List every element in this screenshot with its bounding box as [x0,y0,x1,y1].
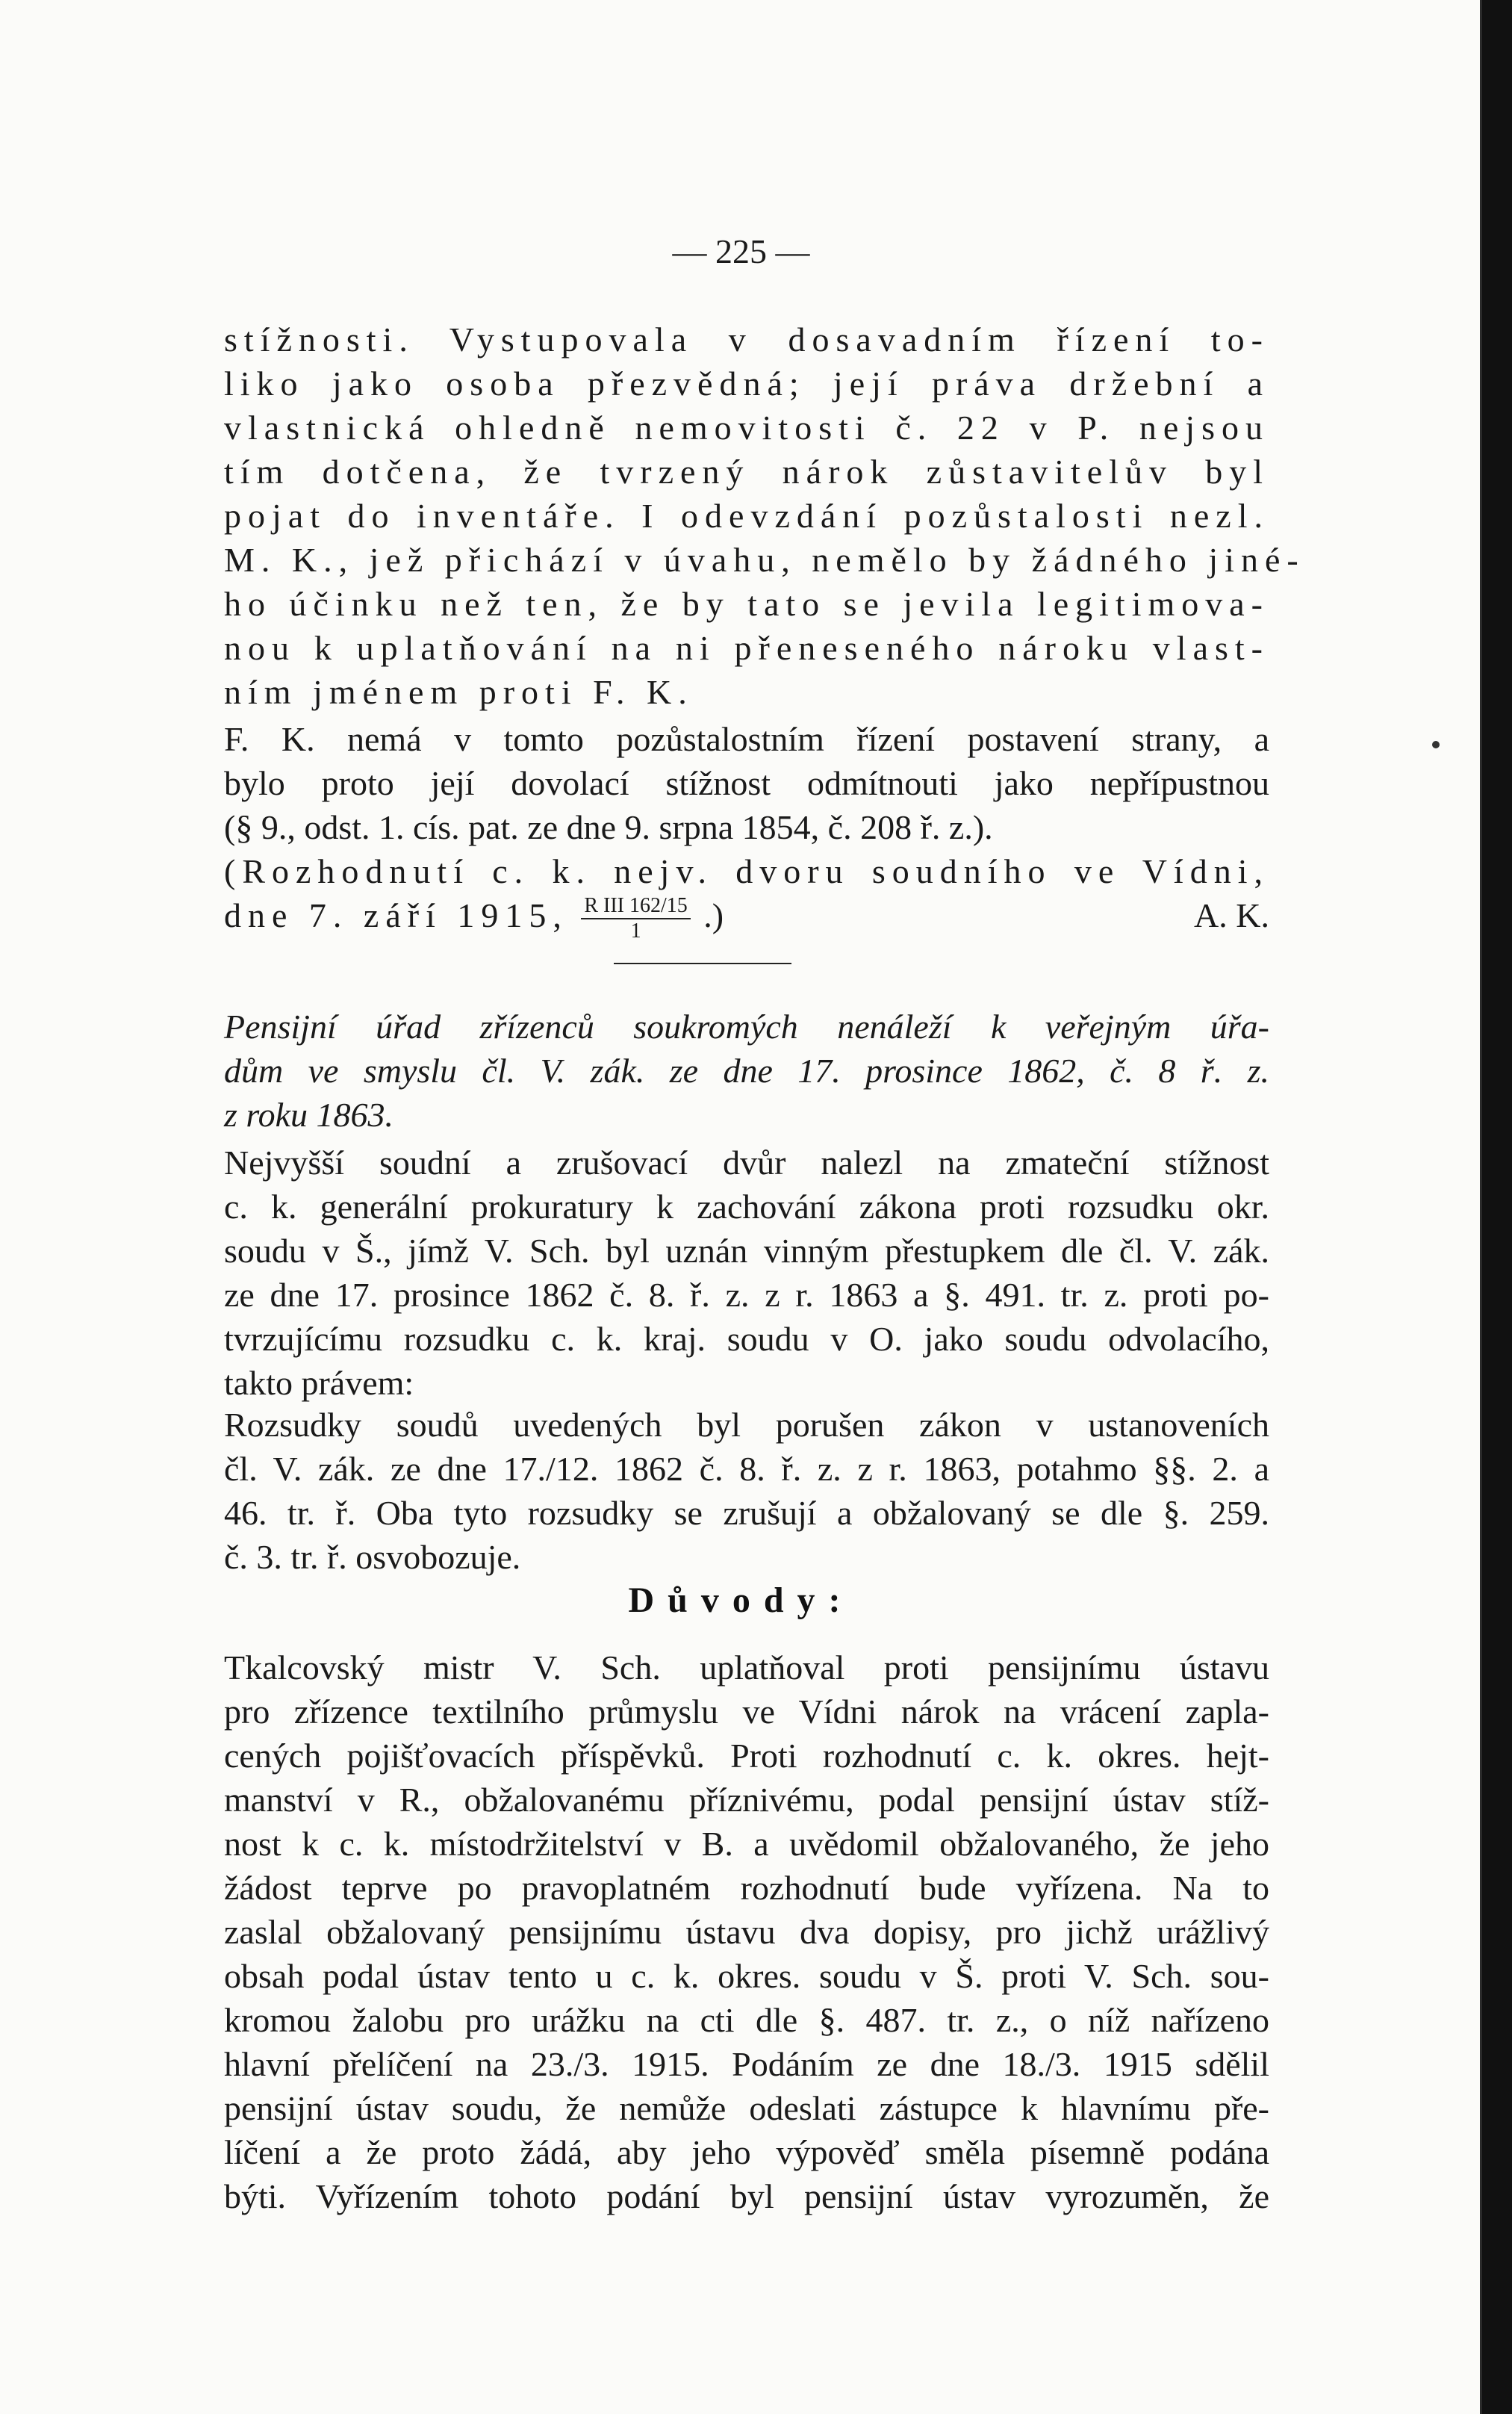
date-text-end: .) [703,896,724,934]
text-line: č. 3. tr. ř. osvobozuje. [224,1538,521,1576]
text-line: liko jako osoba přezvědná; její práva držební a [224,364,1269,403]
text-line: ze dne 17. prosince 1862 č. 8. ř. z. z r. 1863 a §. 491. tr. z. proti po- [224,1276,1269,1314]
text-line: Rozsudky soudů uvedených byl porušen zákon v ustanoveních [224,1406,1269,1444]
section-title-line: dům ve smyslu čl. V. zák. ze dne 17. prosince 1862, č. 8 ř. z. [224,1052,1269,1090]
text-line: býti. Vyřízením tohoto podání byl pensijní ústav vyrozuměn, že [224,2177,1269,2215]
section-heading: Důvody: [628,1580,854,1620]
fraction-numerator: R III 162/15 [581,894,690,919]
text-line: hlavní přelíčení na 23./3. 1915. Podáním ze dne 18./3. 1915 sdělil [224,2045,1269,2083]
fraction-denominator: 1 [630,919,641,943]
text-line: 46. tr. ř. Oba tyto rozsudky se zrušují a obžalovaný se dle §. 259. [224,1494,1269,1532]
text-line: ním jménem proti F. K. [224,673,694,711]
text-line: Tkalcovský mistr V. Sch. uplatňoval proti pensijnímu ústavu [224,1648,1269,1687]
text-line: (§ 9., odst. 1. cís. pat. ze dne 9. srpna 1854, č. 208 ř. z.). [224,808,993,846]
section-divider [614,963,791,964]
text-line: pojat do inventáře. I odevzdání pozůstalosti nezl. [224,497,1269,535]
text-line: líčení a že proto žádá, aby jeho výpověď směla písemně podána [224,2133,1269,2171]
text-line: kromou žalobu pro urážku na cti dle §. 487. tr. z., o níž nařízeno [224,2001,1269,2039]
text-line: F. K. nemá v tomto pozůstalostním řízení postavení strany, a [224,720,1269,758]
text-line: vlastnická ohledně nemovitosti č. 22 v P. nejsou [224,409,1269,447]
file-reference-fraction [581,894,690,943]
text-line: tím dotčena, že tvrzený nárok zůstavitelův byl [224,453,1269,491]
text-line: Nejvyšší soudní a zrušovací dvůr nalezl na zmateční stížnost [224,1144,1269,1182]
margin-mark [1432,741,1440,748]
text-line: pro zřízence textilního průmyslu ve Vídni nárok na vrácení zapla- [224,1692,1269,1731]
text-line: pensijní ústav soudu, že nemůže odeslati zástupce k hlavnímu pře- [224,2089,1269,2127]
text-line: manství v R., obžalovanému příznivému, podal pensijní ústav stíž- [224,1781,1269,1819]
text-line: M. K., jež přichází v úvahu, nemělo by žádného jiné- [224,541,1305,579]
date-text: dne 7. září 1915, [224,896,568,934]
text-line: ho účinku než ten, že by tato se jevila legitimova- [224,585,1269,623]
text-line: takto právem: [224,1364,414,1402]
page-number: — 225 — [672,232,810,270]
text-line: nou k uplatňování na ni přeneseného nároku vlast- [224,629,1269,667]
text-line: bylo proto její dovolací stížnost odmítnouti jako nepřípustnou [224,764,1269,802]
text-line: c. k. generální prokuratury k zachování zákona proti rozsudku okr. [224,1188,1269,1226]
text-line: zaslal obžalovaný pensijnímu ústavu dva dopisy, pro jichž urážlivý [224,1913,1269,1951]
text-line: čl. V. zák. ze dne 17./12. 1862 č. 8. ř. z. z r. 1863, potahmo §§. 2. a [224,1450,1269,1488]
decision-line: (Rozhodnutí c. k. nejv. dvoru soudního ve Vídni, [224,852,1269,890]
scan-edge [1482,0,1512,2414]
section-title-line: z roku 1863. [224,1096,394,1134]
date-line [224,893,1269,943]
text-line: obsah podal ústav tento u c. k. okres. soudu v Š. proti V. Sch. sou- [224,1957,1269,1995]
text-line: nost k c. k. místodržitelství v B. a uvědomil obžalovaného, že jeho [224,1825,1269,1863]
text-line: žádost teprve po pravoplatném rozhodnutí bude vyřízena. Na to [224,1869,1269,1907]
section-title-line: Pensijní úřad zřízenců soukromých nenáleží k veřejným úřa- [224,1008,1269,1046]
text-line: cených pojišťovacích příspěvků. Proti rozhodnutí c. k. okres. hejt- [224,1737,1269,1775]
text-line: tvrzujícímu rozsudku c. k. kraj. soudu v O. jako soudu odvolacího, [224,1320,1269,1358]
text-line: stížnosti. Vystupovala v dosavadním řízení to- [224,320,1269,359]
text-line: soudu v Š., jímž V. Sch. byl uznán vinným přestupkem dle čl. V. zák. [224,1232,1269,1270]
author-initials: A. K. [1194,896,1269,934]
